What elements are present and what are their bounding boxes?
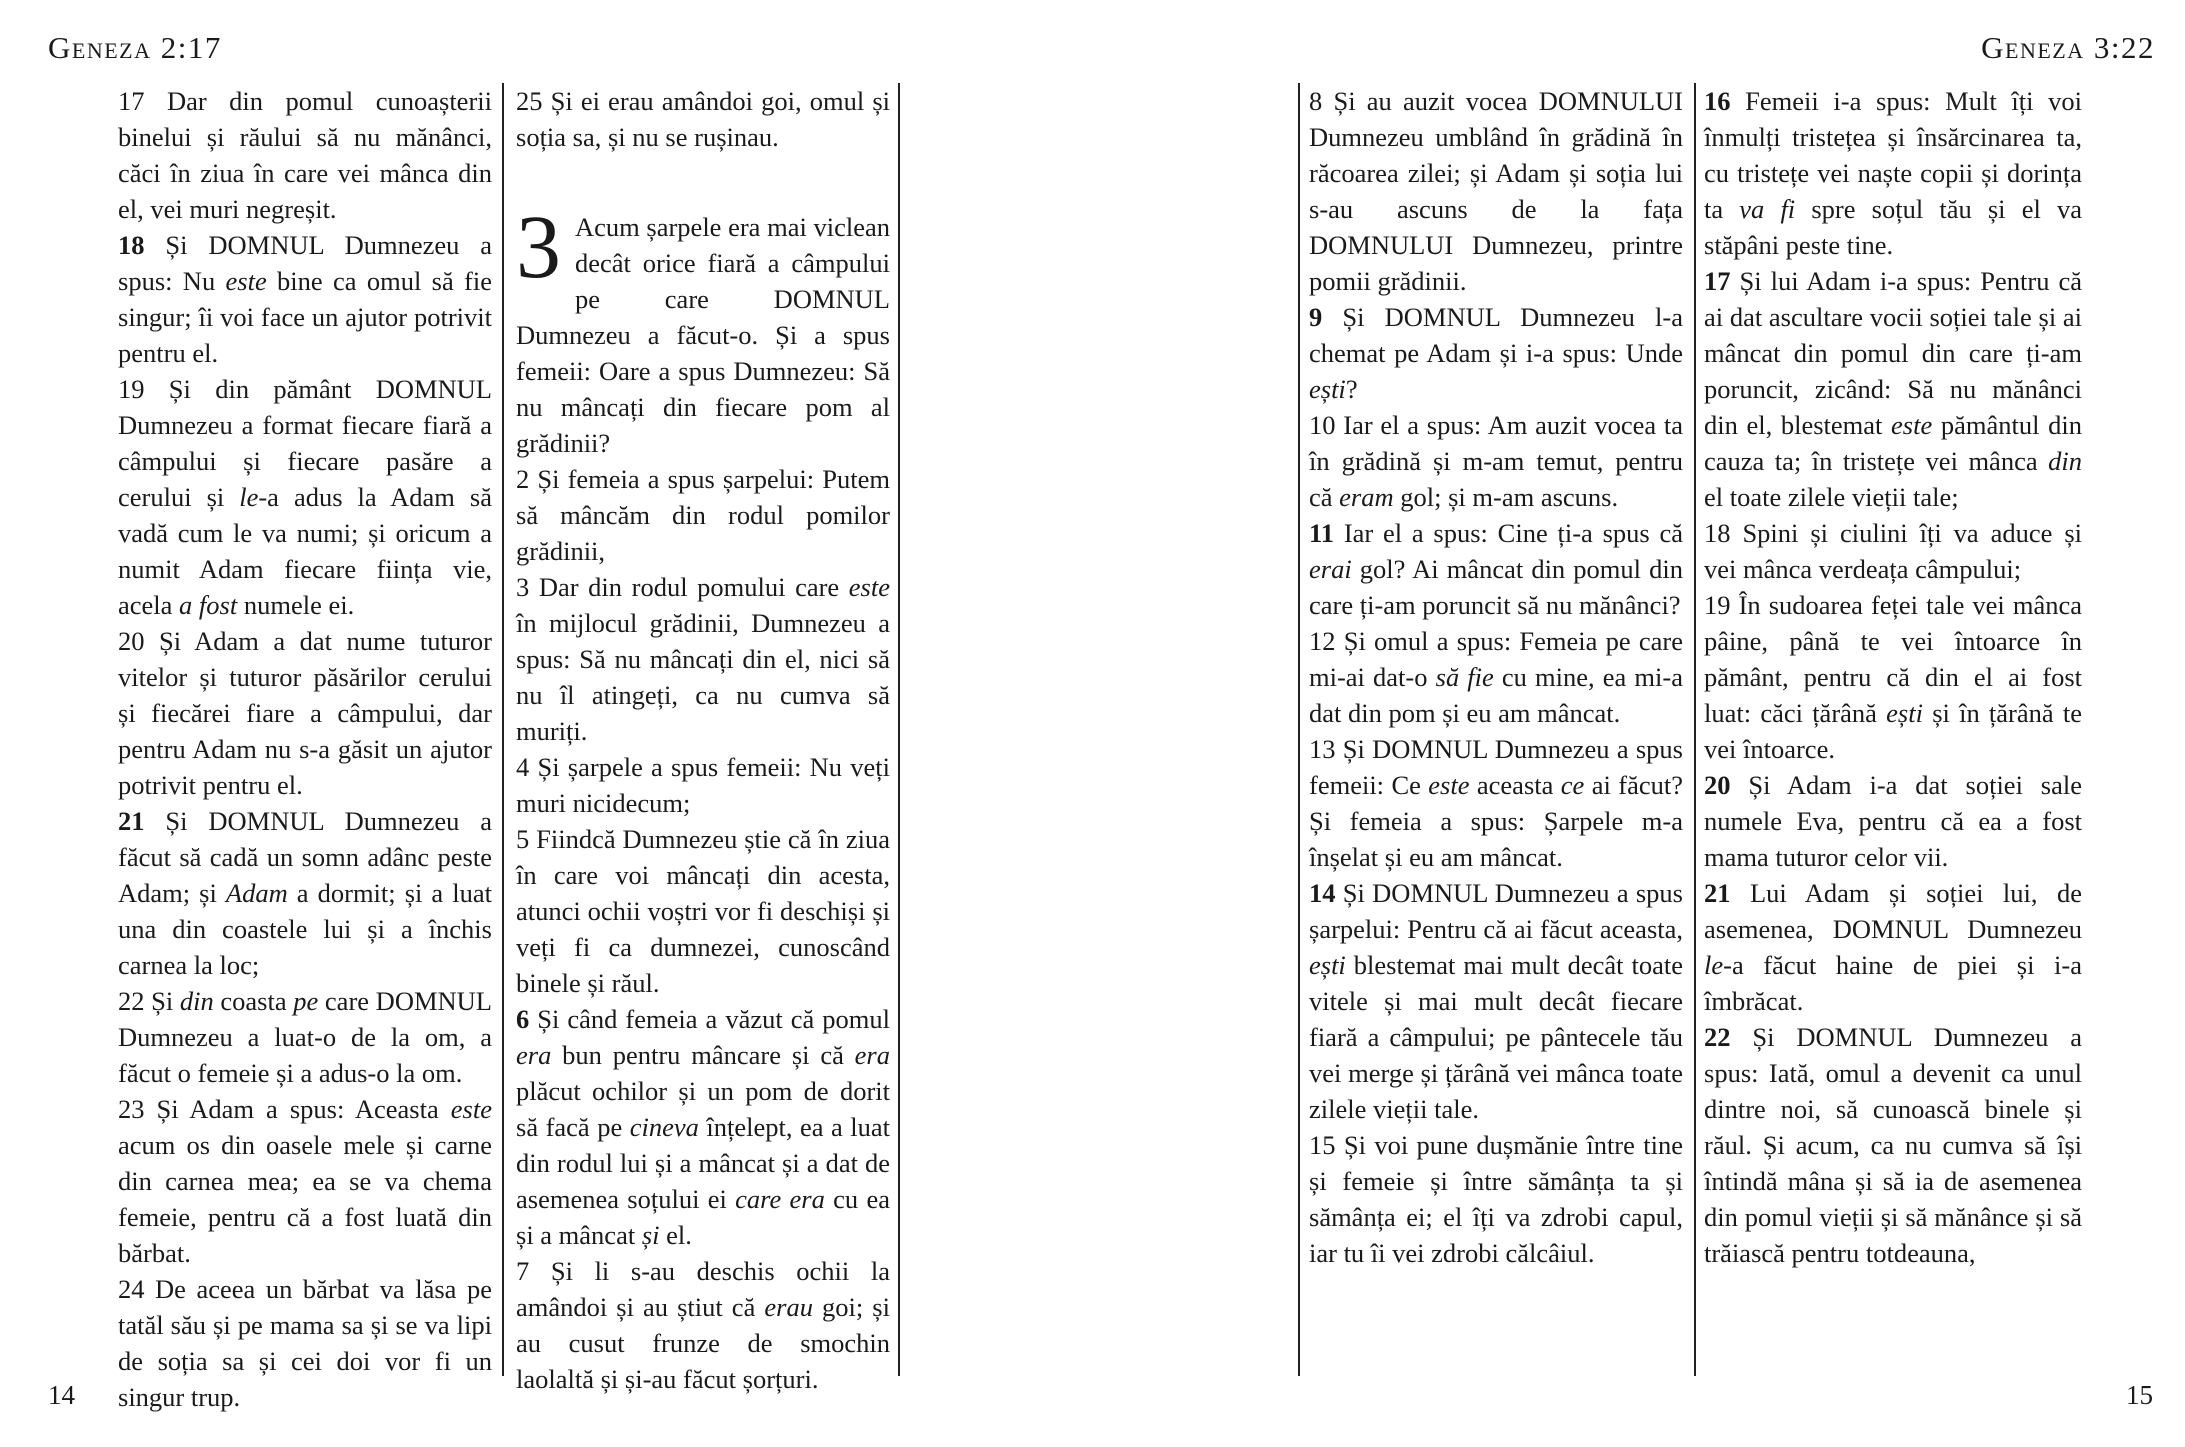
column-rule (1298, 83, 1300, 1376)
verse-number: 9 (1309, 302, 1323, 332)
column-rule (1694, 83, 1696, 1376)
verse-3-2: 2 Și femeia a spus șarpelui: Putem să mâncăm din rodul pomilor grădinii, (516, 464, 890, 566)
verse-3-12: 12 Și omul a spus: Femeia pe care mi-ai dat-o să fie cu mine, ea mi-a dat din pom și eu am mâncat. (1309, 626, 1683, 728)
verse-3-16: 16 Femeii i-a spus: Mult îți voi înmulți tristețea și însărcinarea ta, cu tristețe vei naște copii și dorința ta va fi spre soțul tău și el va stăpâni peste tine. (1704, 86, 2082, 260)
verse-3-14: 14 Și DOMNUL Dumnezeu a spus șarpelui: Pentru că ai făcut aceasta, ești blestemat mai mult decât toate vitele și mai mult decât fiecare fiară a câmpului; pe pântecele tău vei merge și țărână vei mânca toate zilele vieții tale. (1309, 878, 1683, 1124)
verse-number: 21 (1704, 878, 1731, 908)
verse-3-9: 9 Și DOMNUL Dumnezeu l-a chemat pe Adam și i-a spus: Unde ești? (1309, 302, 1683, 404)
verse-3-3: 3 Dar din rodul pomului care este în mijlocul grădinii, Dumnezeu a spus: Să nu mâncați din el, nici să nu îl atingeți, ca nu cumva să muriți. (516, 572, 890, 746)
column-rule (898, 83, 900, 1376)
verse-3-7: 7 Și li s-au deschis ochii la amândoi și au știut că erau goi; și au cusut frunze de smochin laolaltă și și-au făcut șorțuri. (516, 1256, 890, 1394)
text-column-1 (118, 83, 492, 1415)
verse-3-20: 20 Și Adam i-a dat soției sale numele Eva, pentru că ea a fost mama tuturor celor vii. (1704, 770, 2082, 872)
text-column-4 (1704, 83, 2082, 1271)
verse-3-13: 13 Și DOMNUL Dumnezeu a spus femeii: Ce este aceasta ce ai făcut? Și femeia a spus: Șarpele m-a înșelat și eu am mâncat. (1309, 734, 1683, 872)
verse-number: 16 (1704, 86, 1731, 116)
verse-3-21: 21 Lui Adam și soției lui, de asemenea, DOMNUL Dumnezeu le-a făcut haine de piei și i-a îmbrăcat. (1704, 878, 2082, 1016)
verse-number: 20 (1704, 770, 1731, 800)
verse-3-4: 4 Și șarpele a spus femeii: Nu veți muri nicidecum; (516, 752, 890, 818)
verse-2-19: 19 Și din pământ DOMNUL Dumnezeu a format fiecare fiară a câmpului și fiecare pasăre a cerului și le-a adus la Adam să vadă cum le va numi; și oricum a numit Adam fiecare ființa vie, acela a fost numele ei. (118, 374, 492, 620)
verse-2-21: 21 Și DOMNUL Dumnezeu a făcut să cadă un somn adânc peste Adam; și Adam a dormit; și a luat una din coastele lui și a închis carnea la loc; (118, 806, 492, 980)
verse-number: 11 (1309, 518, 1335, 548)
verse-number: 21 (118, 806, 145, 836)
running-head-right: Geneza 3:22 (1981, 30, 2155, 65)
verse-3-11: 11 Iar el a spus: Cine ți-a spus că erai gol? Ai mâncat din pomul din care ți-am poruncit să nu mănânci? (1309, 518, 1683, 620)
verse-number: 17 (1704, 266, 1731, 296)
verse-3-8: 8 Și au auzit vocea DOMNULUI Dumnezeu umblând în grădină în răcoarea zilei; și Adam și soția lui s-au ascuns de la fața DOMNULUI Dumnezeu, printre pomii grădinii. (1309, 86, 1683, 296)
verse-2-24: 24 De aceea un bărbat va lăsa pe tatăl său și pe mama sa și se va lipi de soția sa și cei doi vor fi un singur trup. (118, 1274, 492, 1412)
verse-3-15: 15 Și voi pune dușmănie între tine și femeie și între sămânța ta și sămânța ei; el îți va zdrobi capul, iar tu îi vei zdrobi călcâiul. (1309, 1130, 1683, 1268)
verse-3-18: 18 Spini și ciulini îți va aduce și vei mânca verdeața câmpului; (1704, 518, 2082, 584)
page-number-right: 15 (2126, 1380, 2153, 1410)
verse-2-20: 20 Și Adam a dat nume tuturor vitelor și tuturor păsărilor cerului și fiecărei fiare a câmpului, dar pentru Adam nu s-a găsit un ajutor potrivit pentru el. (118, 626, 492, 800)
verse-3-19: 19 În sudoarea feței tale vei mânca pâine, până te vei întoarce în pământ, pentru că din el ai fost luat: căci țărână ești și în țărână te vei întoarce. (1704, 590, 2082, 764)
verse-2-18: 18 Și DOMNUL Dumnezeu a spus: Nu este bine ca omul să fie singur; îi voi face un ajutor potrivit pentru el. (118, 230, 492, 368)
text-column-2 (516, 83, 890, 1397)
verse-3-6: 6 Și când femeia a văzut că pomul era bun pentru mâncare și că era plăcut ochilor și un pom de dorit să facă pe cineva înțelept, ea a luat din rodul lui și a mâncat și a dat de asemenea soțului ei care era cu ea și a mâncat și el. (516, 1004, 891, 1250)
verse-2-22: 22 Și din coasta pe care DOMNUL Dumnezeu a luat-o de la om, a făcut o femeie și a adus-o la om. (118, 986, 492, 1088)
verse-number: 18 (118, 230, 145, 260)
verse-2-17: 17 Dar din pomul cunoașterii binelui și răului să nu mănânci, căci în ziua în care vei mânca din el, vei muri negreșit. (118, 86, 492, 224)
text-column-3 (1309, 83, 1683, 1271)
verse-2-23: 23 Și Adam a spus: Aceasta este acum os din oasele mele și carne din carnea mea; ea se va chema femeie, pentru că a fost luată din bărbat. (118, 1094, 492, 1268)
running-head-left: Geneza 2:17 (48, 30, 222, 65)
verse-number: 6 (516, 1004, 530, 1034)
verse-number: 22 (1704, 1022, 1731, 1052)
column-rule (502, 83, 504, 1376)
verse-3-22: 22 Și DOMNUL Dumnezeu a spus: Iată, omul a devenit ca unul dintre noi, să cunoască binele și răul. Și acum, ca nu cumva să își întindă mâna și să ia de asemenea din pomul vieții și să mănânce și să trăiască pentru totdeauna, (1704, 1022, 2082, 1268)
page-number-left: 14 (48, 1380, 75, 1410)
chapter-number-dropcap: 3 (516, 198, 561, 297)
verse-3-5: 5 Fiindcă Dumnezeu știe că în ziua în care voi mâncați din acesta, atunci ochii voștri vor fi deschiși și veți fi ca dumnezei, cunoscând binele și răul. (516, 824, 890, 998)
verse-3-17: 17 Și lui Adam i-a spus: Pentru că ai dat ascultare vocii soției tale și ai mâncat din pomul din care ți-am poruncit, zicând: Să nu mănânci din el, blestemat este pământul din cauza ta; în tristețe vei mânca din el toate zilele vieții tale; (1704, 266, 2082, 512)
verse-3-10: 10 Iar el a spus: Am auzit vocea ta în grădină și m-am temut, pentru că eram gol; și m-am ascuns. (1309, 410, 1683, 512)
verse-2-25: 25 Și ei erau amândoi goi, omul și soția sa, și nu se rușinau. (516, 86, 890, 152)
verse-number: 14 (1309, 878, 1336, 908)
chapter-3-opening: 3 Acum șarpele era mai viclean decât orice fiară a câmpului pe care DOMNUL Dumnezeu a făcut-o. Și a spus femeii: Oare a spus Dumnezeu: Să nu mâncați din fiecare pom al grădinii? (516, 198, 890, 458)
